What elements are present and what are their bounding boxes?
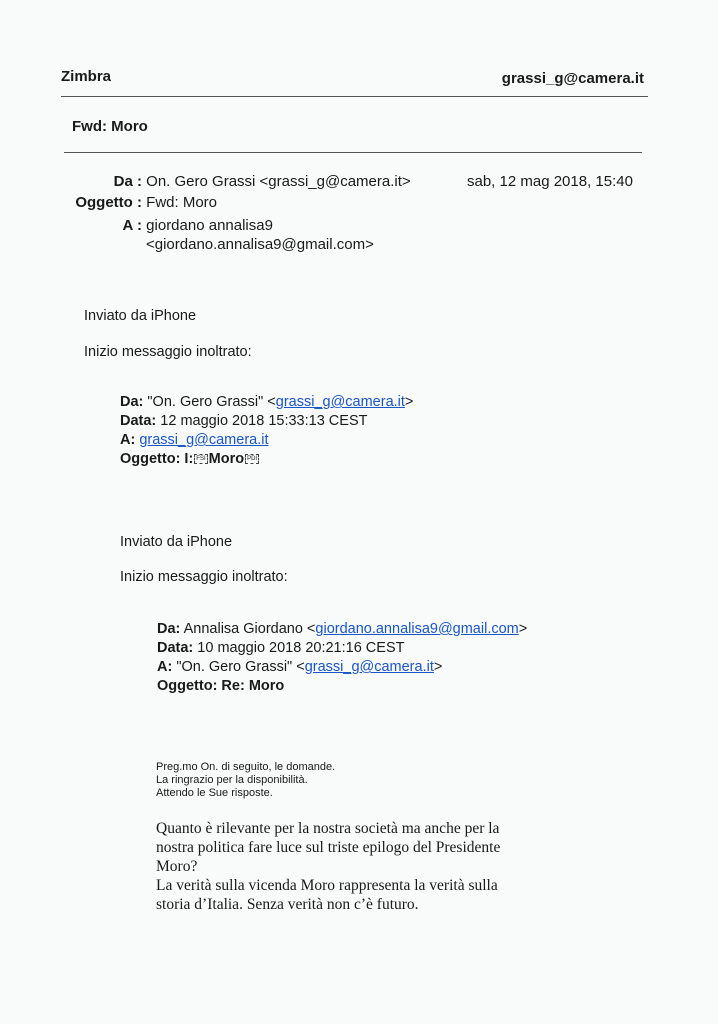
fwd2-to-close: >	[433, 659, 443, 675]
fwd2-from-link[interactable]: giordano.annalisa9@gmail.com	[315, 621, 519, 637]
account-email: grassi_g@camera.it	[501, 70, 644, 87]
fwd1-headers	[120, 393, 413, 469]
message-title: Fwd: Moro	[72, 118, 148, 135]
greeting-line: Preg.mo On. di seguito, le domande.	[156, 761, 336, 773]
await-line: Attendo le Sue risposte.	[156, 787, 273, 799]
fwd1-to-label: A:	[120, 432, 136, 448]
fwd1-to-row	[120, 431, 413, 450]
subject-label: Oggetto :	[75, 194, 142, 211]
forward-intro-2: Inizio messaggio inoltrato:	[120, 569, 288, 585]
fwd1-subject-label: Oggetto: I:	[120, 451, 194, 467]
app-name: Zimbra	[61, 68, 112, 85]
pdi-control-char-box: PDI	[247, 456, 258, 463]
from-value: On. Gero Grassi <grassi_g@camera.it>	[146, 173, 411, 190]
fwd2-subject: Oggetto: Re: Moro	[157, 678, 285, 694]
fwd2-headers	[157, 620, 527, 696]
fwd2-to-name: "On. Gero Grassi" <	[176, 659, 305, 675]
paragraph-line: nostra politica fare luce sul triste epilogo del Presidente	[156, 839, 501, 856]
paragraph-line: Moro?	[156, 858, 198, 875]
to-row	[60, 217, 273, 234]
forward-intro-1: Inizio messaggio inoltrato:	[84, 344, 252, 360]
fwd2-from-close: >	[518, 621, 528, 637]
fwd2-to-label: A:	[157, 659, 173, 675]
greeting-block	[156, 761, 335, 800]
paragraph-line: Quanto è rilevante per la nostra società ma anche per la	[156, 820, 500, 837]
fsi-control-char-box: FSI	[196, 456, 206, 463]
to-name: giordano annalisa9	[146, 217, 273, 234]
fwd2-to-link[interactable]: grassi_g@camera.it	[304, 659, 434, 675]
paragraph-line: La verità sulla vicenda Moro rappresenta la verità sulla	[156, 877, 498, 894]
sent-from-iphone-1: Inviato da iPhone	[84, 308, 197, 324]
fwd1-from-row	[120, 393, 413, 412]
fwd1-from-name: "On. Gero Grassi" <	[147, 394, 276, 410]
fwd1-to-link[interactable]: grassi_g@camera.it	[139, 432, 269, 448]
message-date: sab, 12 mag 2018, 15:40	[467, 173, 633, 190]
to-email: <giordano.annalisa9@gmail.com>	[146, 236, 374, 253]
fwd1-from-label: Da:	[120, 394, 144, 410]
title-divider	[64, 152, 642, 153]
fwd2-to-row	[157, 658, 527, 677]
fwd1-date-label: Data:	[120, 413, 157, 429]
fwd1-date-value: 12 maggio 2018 15:33:13 CEST	[160, 413, 368, 429]
fwd2-from-name: Annalisa Giordano <	[183, 621, 316, 637]
subject-value: Fwd: Moro	[146, 194, 218, 211]
subject-row	[60, 194, 217, 211]
fwd1-from-close: >	[404, 394, 414, 410]
fwd2-date-value: 10 maggio 2018 20:21:16 CEST	[197, 640, 405, 656]
header-divider	[61, 96, 648, 97]
fwd2-date-row	[157, 639, 527, 658]
fwd1-from-link[interactable]: grassi_g@camera.it	[275, 394, 405, 410]
question-paragraph	[156, 819, 500, 914]
paragraph-line: storia d’Italia. Senza verità non c’è futuro.	[156, 896, 419, 913]
fwd2-from-row	[157, 620, 527, 639]
fwd2-from-label: Da:	[157, 621, 181, 637]
fwd1-subject-row	[120, 450, 413, 469]
fwd2-date-label: Data:	[157, 640, 194, 656]
sent-from-iphone-2: Inviato da iPhone	[120, 534, 233, 550]
fwd1-date-row	[120, 412, 413, 431]
to-label: A :	[122, 217, 142, 234]
from-row	[60, 173, 411, 190]
from-label: Da :	[113, 173, 142, 190]
fwd1-subject-value: Moro	[208, 451, 245, 467]
thanks-line: La ringrazio per la disponibilità.	[156, 774, 308, 786]
